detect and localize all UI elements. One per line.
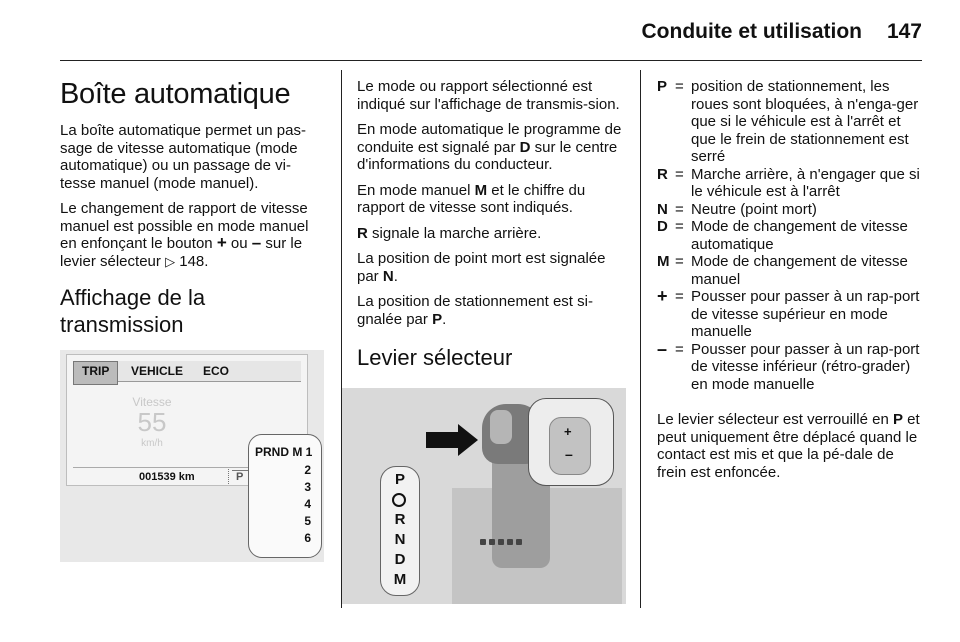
column-2 xyxy=(357,78,625,371)
paragraph-intro: La boîte automatique permet un pas-sage de vitesse automatique (mode automatique) ou un passage de vi-tesse manuel (mode manuel). xyxy=(60,122,306,192)
paragraph-selected-mode: Le mode ou rapport sélectionné est indiqué sur l'affichage de transmis-sion. xyxy=(357,78,620,113)
lever-button xyxy=(490,410,512,444)
direction-arrow-head-icon xyxy=(458,424,478,456)
definition-item: P = position de stationnement, les roues sont bloquées, à n'enga-ger que si le véhicule est à l'arrêt et que le frein de stationnement est serré xyxy=(657,78,919,165)
definition-item: N = Neutre (point mort) xyxy=(657,200,817,218)
definition-item: D = Mode de changement de vitesse automatique xyxy=(657,218,908,253)
gate-letter-n: N xyxy=(394,531,406,548)
section-title: Conduite et utilisation xyxy=(641,20,862,43)
lever-detail xyxy=(549,417,591,475)
odometer-separator xyxy=(228,469,229,484)
page-header xyxy=(60,0,922,60)
display-tabs xyxy=(73,361,301,382)
parking-lock-icon xyxy=(392,493,406,507)
gear-gate-legend xyxy=(380,466,420,596)
definition-item: R = Marche arrière, à n'engager que si le véhicule est à l'arrêt xyxy=(657,165,920,200)
direction-arrow-icon xyxy=(426,432,460,448)
speed-label: Vitesse xyxy=(132,395,172,409)
plus-icon: + xyxy=(216,233,227,252)
callout-header: PRND M 1 xyxy=(255,445,313,459)
paragraph-manual-shift: Le changement de rapport de vitesse manuel est possible en mode manuel en enfonçant le bouton + ou – sur le levier sélecteur ▷ 148. xyxy=(60,200,309,270)
minus-icon: – xyxy=(565,446,573,462)
plus-icon: + xyxy=(657,286,668,306)
page-reference: 148. xyxy=(179,252,209,270)
paragraph-automatic-mode: En mode automatique le programme de conduite est signalé par D sur le centre d'informations du conducteur. xyxy=(357,121,622,173)
odometer-value: 001539 km xyxy=(139,471,195,483)
plus-icon: + xyxy=(564,424,572,439)
paragraph-neutral: La position de point mort est signalée par N. xyxy=(357,250,606,285)
page-number: 147 xyxy=(886,20,922,43)
lever-detail-callout xyxy=(528,398,614,486)
paragraph-lever-lock: Le levier sélecteur est verrouillé en P et peut uniquement être déplacé quand le contact est mis et que la pé-dale de frein est enfoncée. xyxy=(657,411,920,481)
gear-callout xyxy=(248,434,322,558)
gate-letter-p: P xyxy=(394,471,405,488)
callout-gear: 2 xyxy=(304,463,311,477)
header-rule xyxy=(60,60,922,61)
column-1 xyxy=(60,78,326,338)
definition-item: – = Pousser pour passer à un rap-port de vitesse inférieur (rétro-grader) en mode manuelle xyxy=(657,338,920,393)
column-divider-2 xyxy=(640,70,641,608)
gate-letter-m: M xyxy=(393,571,407,588)
paragraph-reverse: R signale la marche arrière. xyxy=(357,224,542,242)
gear-indicator: P xyxy=(236,471,244,483)
callout-gear: 5 xyxy=(304,514,311,528)
definition-item: + = Pousser pour passer à un rap-port de vitesse supérieur en mode manuelle xyxy=(657,286,920,340)
minus-icon: – xyxy=(251,233,262,252)
definition-item: M = Mode de changement de vitesse manuel xyxy=(657,253,908,288)
tab-trip: TRIP xyxy=(73,361,118,385)
speed-unit: km/h xyxy=(141,438,163,449)
callout-gear: 6 xyxy=(304,531,311,545)
page-reference-arrow-icon: ▷ xyxy=(165,253,176,269)
selector-lever-illustration xyxy=(342,388,626,604)
gate-letter-d: D xyxy=(394,551,406,568)
tab-eco: ECO xyxy=(203,364,230,378)
gear-definitions xyxy=(657,78,922,481)
heading-selector-lever: Levier sélecteur xyxy=(357,345,513,370)
heading-automatic-gearbox: Boîte automatique xyxy=(60,78,291,110)
minus-icon: – xyxy=(657,338,668,359)
transmission-display-illustration xyxy=(60,350,324,562)
gate-indicator-lights xyxy=(480,532,536,542)
heading-transmission-display: Affichage de la transmission xyxy=(60,285,206,337)
speed-value: 55 xyxy=(137,407,167,437)
gate-letter-r: R xyxy=(394,511,406,528)
paragraph-park: La position de stationnement est si-gnalée par P. xyxy=(357,293,593,328)
callout-gear: 4 xyxy=(304,497,311,511)
paragraph-manual-mode: En mode manuel M et le chiffre du rapport de vitesse sont indiqués. xyxy=(357,181,586,216)
tab-vehicle: VEHICLE xyxy=(131,364,184,378)
callout-gear: 3 xyxy=(304,480,311,494)
